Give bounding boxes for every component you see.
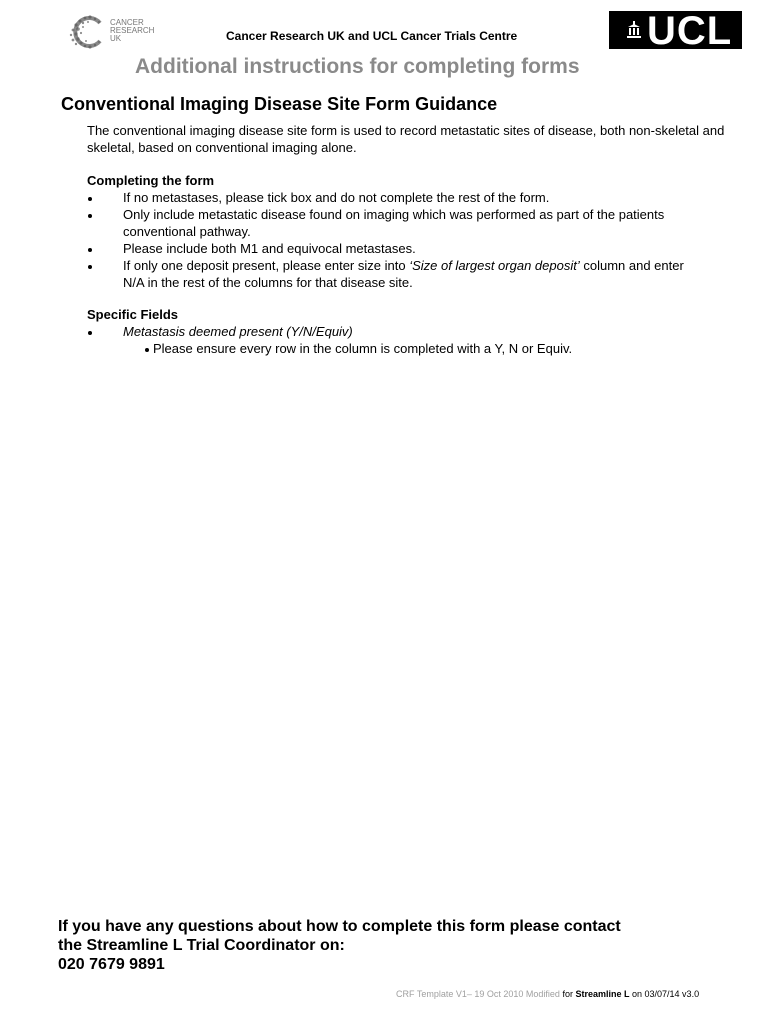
page-subtitle: Additional instructions for completing forms — [135, 55, 580, 78]
field-name: Metastasis deemed present (Y/N/Equiv) — [123, 324, 353, 339]
bullet-icon — [145, 348, 149, 352]
intro-paragraph: The conventional imaging disease site form is used to record metastatic sites of disease, both non-skeletal and skeletal, based on conventional imaging alone. — [87, 123, 725, 155]
contact-phone: 020 7679 9891 — [58, 956, 165, 973]
contact-line: If you have any questions about how to complete this form please contact — [58, 918, 621, 935]
organisation-title: Cancer Research UK and UCL Cancer Trials Centre — [226, 29, 518, 43]
ucl-logo-text: UCL — [647, 9, 733, 53]
page-title: Conventional Imaging Disease Site Form Guidance — [61, 94, 498, 114]
footer: CRF Template V1– 19 Oct 2010 Modified for Streamline L on 03/07/14 v3.0 — [396, 989, 700, 999]
cruk-logo — [66, 14, 166, 50]
cruk-logo-text: CANCER RESEARCH UK — [110, 18, 155, 43]
completing-bullet-list — [87, 189, 707, 291]
specific-fields-list — [87, 323, 707, 340]
completing-heading: Completing the form — [87, 173, 215, 188]
list-item: If no metastases, please tick box and do not complete the rest of the form. — [123, 190, 550, 205]
list-item: Only include metastatic disease found on imaging which was performed as part of the patients conventional pathway. — [123, 207, 665, 239]
ucl-crest-icon — [626, 21, 642, 39]
list-item — [87, 323, 707, 340]
specific-fields-heading: Specific Fields — [87, 307, 179, 322]
contact-line: the Streamline L Trial Coordinator on: — [58, 937, 345, 954]
list-item: If only one deposit present, please enter size into ‘Size of largest organ deposit’ column and enter N/A in the rest of the columns for that disease site. — [123, 258, 684, 290]
list-item: Please include both M1 and equivocal metastases. — [123, 241, 416, 256]
field-note: Please ensure every row in the column is completed with a Y, N or Equiv. — [145, 341, 572, 356]
contact-block — [58, 917, 738, 974]
field-reference: ‘Size of largest organ deposit’ — [409, 258, 580, 273]
ucl-logo — [609, 9, 742, 53]
cruk-dots-icon — [66, 14, 106, 50]
